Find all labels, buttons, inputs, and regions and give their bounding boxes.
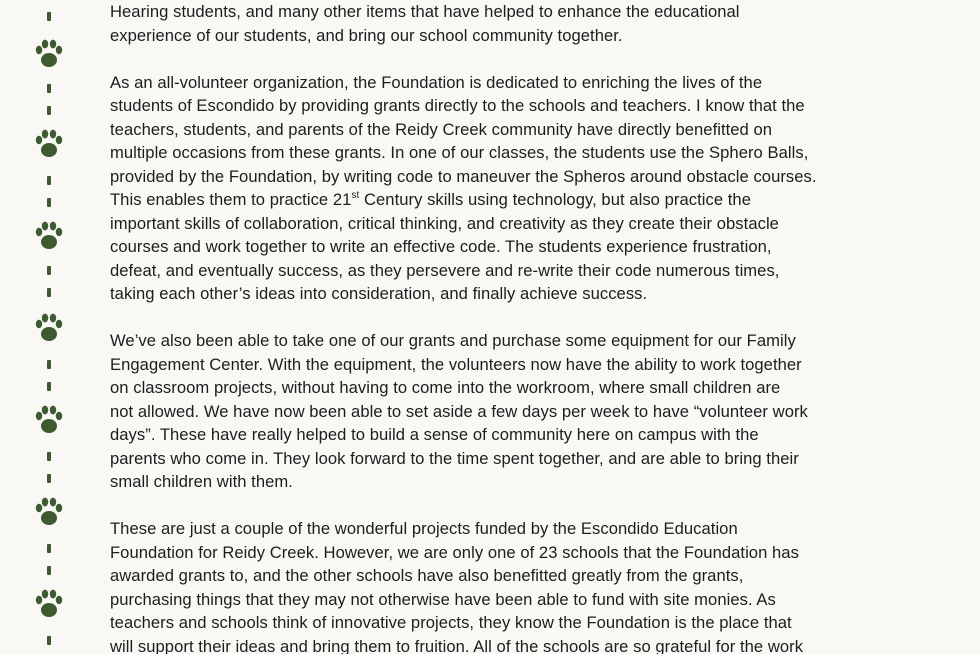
paw-print-icon <box>34 38 64 70</box>
text-line: Engagement Center. With the equipment, the volunteers now have the ability to work together <box>110 354 802 374</box>
text-line: defeat, and eventually success, as they persevere and re-write their code numerous times, <box>110 260 780 280</box>
paragraph-4 <box>110 517 890 654</box>
ordinal-superscript: st <box>351 190 360 201</box>
dash-mark <box>47 566 51 575</box>
dash-mark <box>47 266 51 275</box>
text-line: on classroom projects, without having to come into the workroom, where small children are <box>110 378 781 397</box>
text-line: teachers, students, and parents of the Reidy Creek community have directly benefitted on <box>110 119 773 139</box>
text-line: important skills of collaboration, critical thinking, and creativity as they create their obstacle <box>110 213 779 233</box>
text-line: will support their ideas and bring them to fruition. All of the schools are so grateful for the work <box>110 636 804 654</box>
text-line: We’ve also been able to take one of our grants and purchase some equipment for our Family <box>110 331 796 350</box>
text-line: awarded grants to, and the other schools have also benefitted greatly from the grants, <box>110 566 744 585</box>
text-segment: Century skills using technology, but also practice the <box>359 190 751 209</box>
dash-mark <box>47 106 51 115</box>
paragraph-2 <box>110 71 890 306</box>
dash-mark <box>47 382 51 391</box>
text-line: As an all-volunteer organization, the Foundation is dedicated to enriching the lives of the <box>110 72 763 92</box>
paragraph-3 <box>110 329 890 494</box>
paw-print-icon <box>34 588 64 620</box>
text-line: days”. These have really helped to build a sense of community here on campus with the <box>110 425 759 444</box>
text-line: purchasing things that they may not otherwise have been able to fund with site monies. As <box>110 589 776 609</box>
dash-mark <box>47 474 51 483</box>
text-line: parents who come in. They look forward to the time spent together, and are able to bring their <box>110 448 799 468</box>
dash-mark <box>47 360 51 369</box>
dash-mark <box>47 12 51 21</box>
dash-mark <box>47 544 51 553</box>
paw-print-border <box>28 0 68 654</box>
text-line: not allowed. We have now been able to set aside a few days per week to have “volunteer work <box>110 401 808 421</box>
paw-print-icon <box>34 128 64 160</box>
text-line: experience of our students, and bring our school community together. <box>110 25 623 45</box>
text-line: multiple occasions from these grants. In one of our classes, the students use the Sphero Balls, <box>110 143 809 162</box>
paw-print-icon <box>34 496 64 528</box>
dash-mark <box>47 288 51 297</box>
paw-print-icon <box>34 220 64 252</box>
letter-body <box>110 0 890 654</box>
dash-mark <box>47 636 51 645</box>
dash-mark <box>47 176 51 185</box>
text-segment: This enables them to practice 21 <box>110 190 352 209</box>
text-line: Hearing students, and many other items that have helped to enhance the educational <box>110 2 740 21</box>
text-line: These are just a couple of the wonderful projects funded by the Escondido Education <box>110 519 738 538</box>
text-line: teachers and schools think of innovative projects, they know the Foundation is the place that <box>110 613 792 632</box>
dash-mark <box>47 84 51 93</box>
text-line: small children with them. <box>110 472 293 491</box>
paw-print-icon <box>34 312 64 344</box>
text-line: Foundation for Reidy Creek. However, we are only one of 23 schools that the Foundation has <box>110 542 799 562</box>
text-line: taking each other’s ideas into consideration, and finally achieve success. <box>110 284 648 303</box>
text-line: courses and work together to write an effective code. The students experience frustration, <box>110 237 772 256</box>
dash-mark <box>47 452 51 461</box>
text-line: provided by the Foundation, by writing code to maneuver the Spheros around obstacle courses. <box>110 166 817 186</box>
paragraph-1 <box>110 0 890 47</box>
paw-print-icon <box>34 404 64 436</box>
dash-mark <box>47 198 51 207</box>
text-line: students of Escondido by providing grants directly to the schools and teachers. I know that the <box>110 96 805 115</box>
text-line-with-superscript <box>110 188 890 212</box>
